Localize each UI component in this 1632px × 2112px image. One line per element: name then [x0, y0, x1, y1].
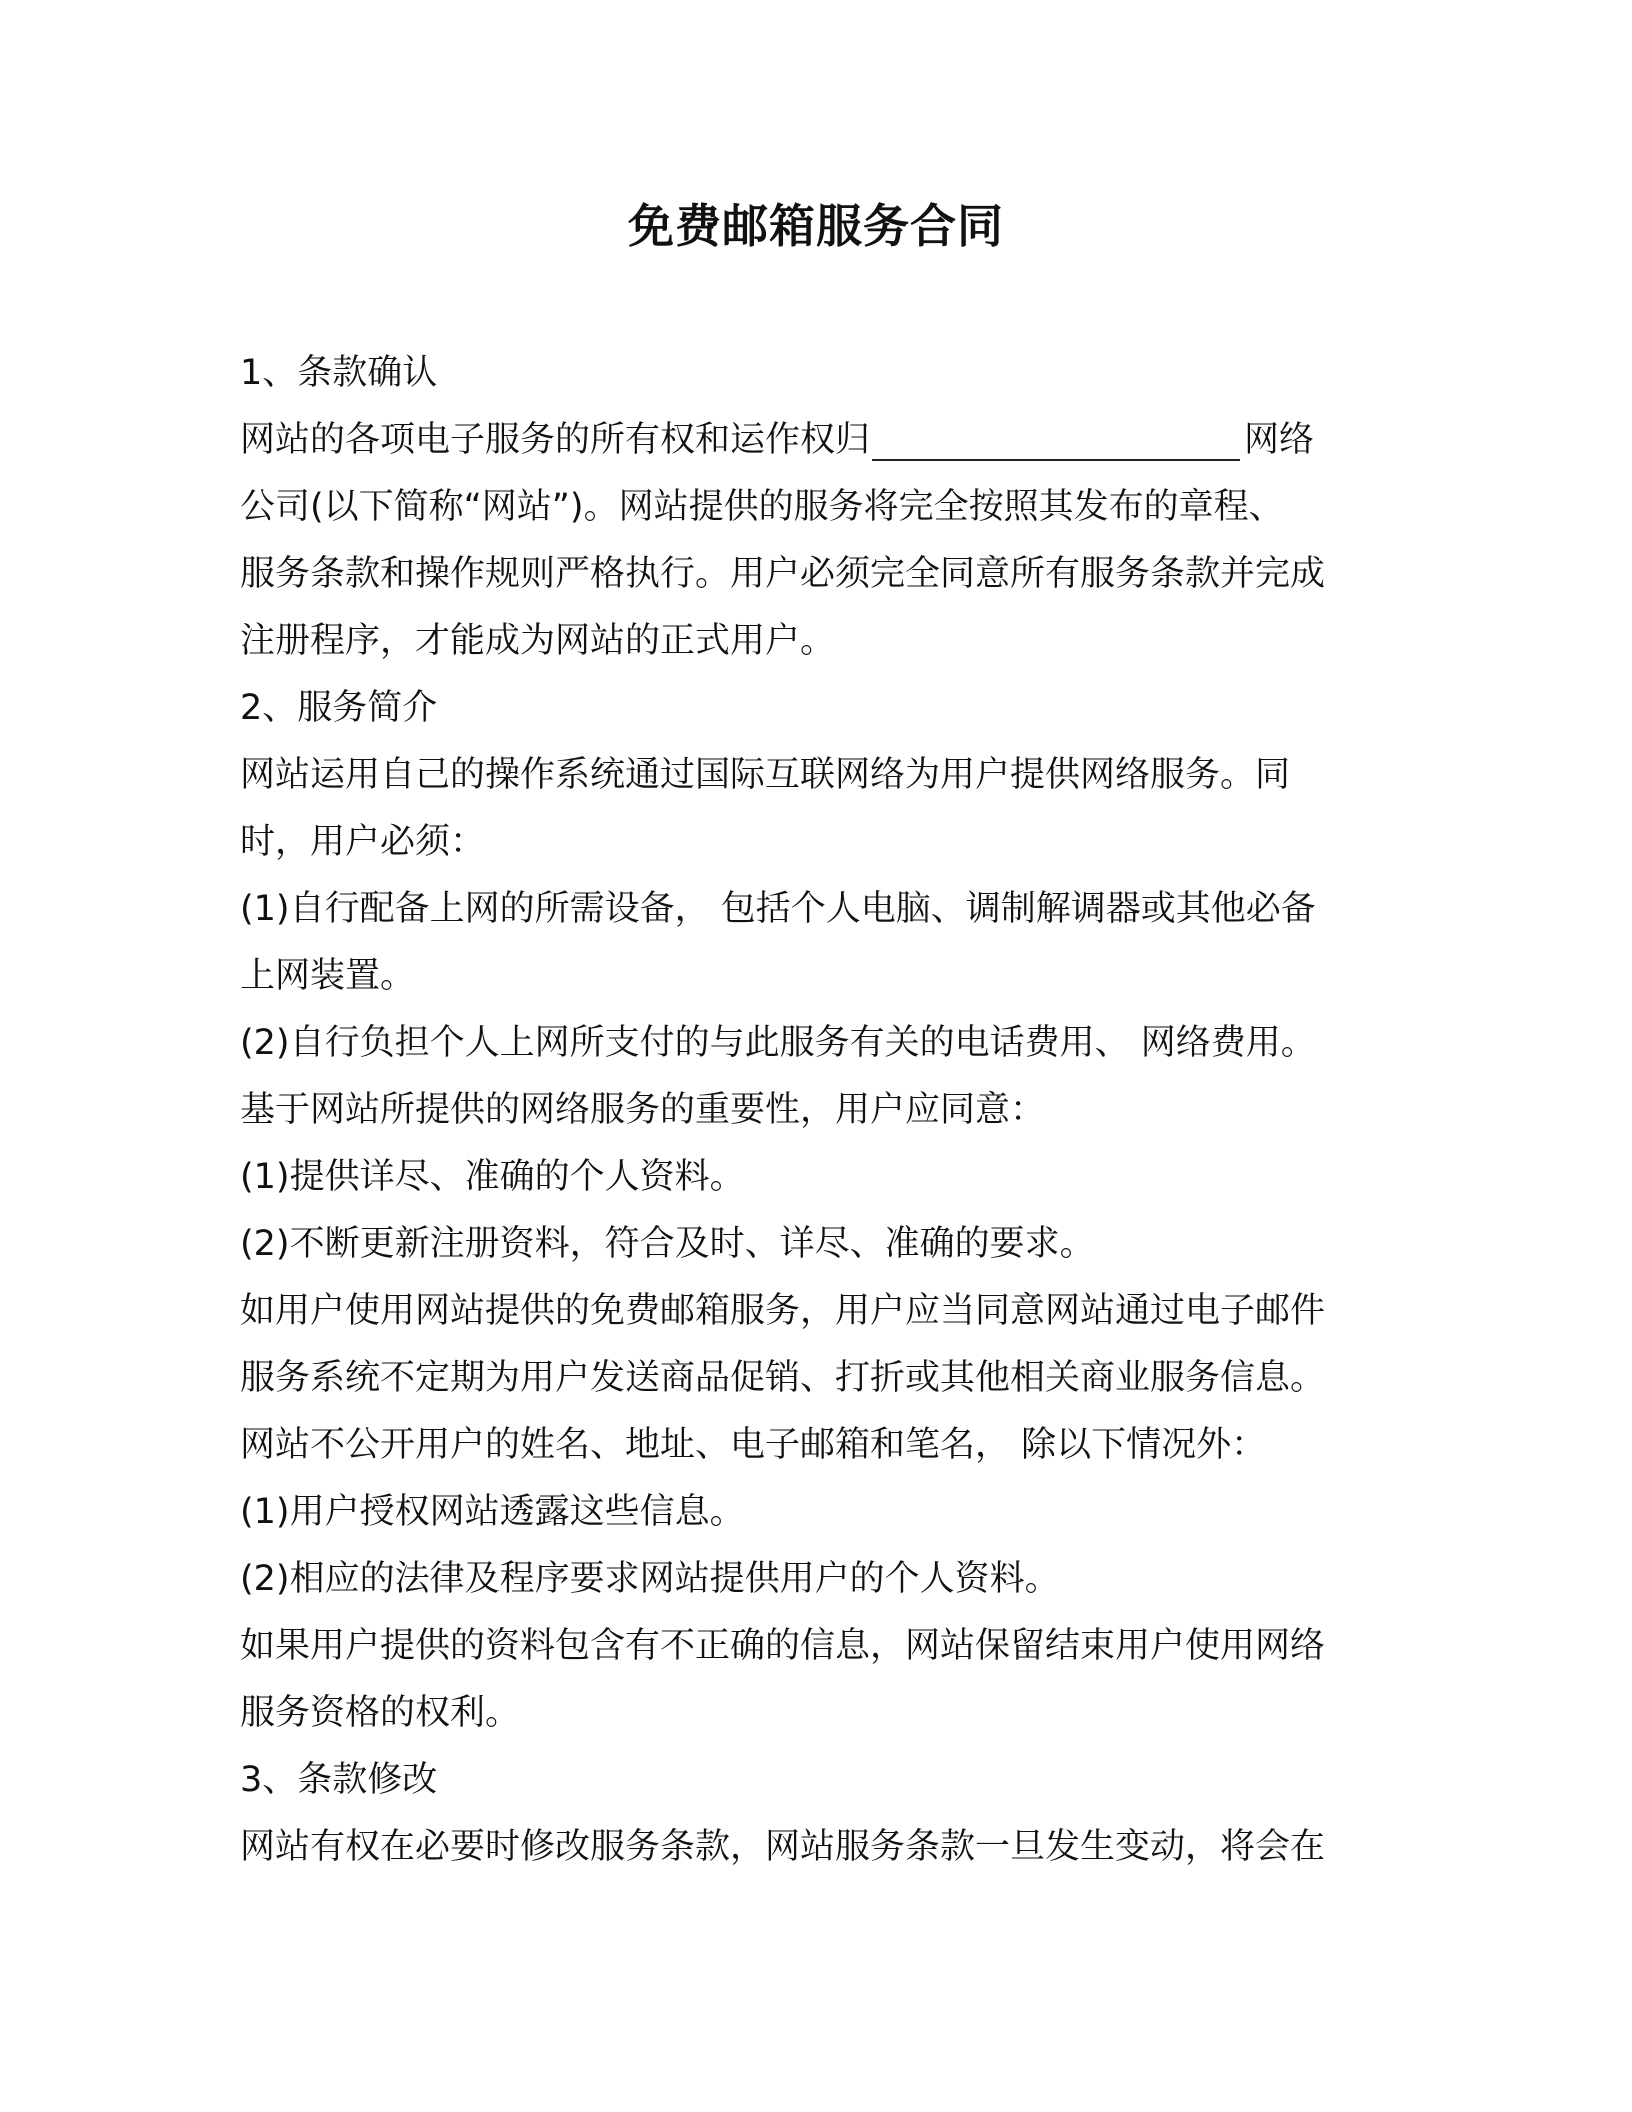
paragraph-line: 服务条款和操作规则严格执行。用户必须完全同意所有服务条款并完成: [240, 554, 1326, 594]
section-heading-3: 3、条款修改: [240, 1760, 438, 1800]
paragraph-line: 公司(以下简称“网站”)。网站提供的服务将完全按照其发布的章程、: [240, 487, 1284, 527]
fill-in-blank[interactable]: [872, 419, 1240, 461]
text-fragment: 网站的各项电子服务的所有权和运作权归: [240, 420, 871, 460]
text-fragment: 网络: [1244, 420, 1315, 460]
list-item-line: (2)自行负担个人上网所支付的与此服务有关的电话费用、 网络费用。: [240, 1023, 1316, 1063]
paragraph-line: 网站有权在必要时修改服务条款，网站服务条款一旦发生变动，将会在: [240, 1827, 1326, 1867]
list-item-line: (2)不断更新注册资料，符合及时、详尽、准确的要求。: [240, 1224, 1095, 1264]
paragraph-line: 网站运用自己的操作系统通过国际互联网络为用户提供网络服务。同: [240, 755, 1291, 795]
paragraph-line: 服务资格的权利。: [240, 1693, 521, 1733]
paragraph-line-with-blank: [240, 407, 1400, 474]
paragraph-line: 注册程序，才能成为网站的正式用户。: [240, 621, 836, 661]
section-heading-2: 2、服务简介: [240, 688, 438, 728]
paragraph-line: 如果用户提供的资料包含有不正确的信息，网站保留结束用户使用网络: [240, 1626, 1326, 1666]
list-item-line: (1)用户授权网站透露这些信息。: [240, 1492, 745, 1532]
list-item-line: (1)自行配备上网的所需设备， 包括个人电脑、调制解调器或其他必备: [240, 889, 1316, 929]
paragraph-line: 基于网站所提供的网络服务的重要性，用户应同意：: [240, 1090, 1046, 1130]
paragraph-line: 服务系统不定期为用户发送商品促销、打折或其他相关商业服务信息。: [240, 1358, 1326, 1398]
paragraph-line: 时，用户必须：: [240, 822, 486, 862]
list-item-line: (1)提供详尽、准确的个人资料。: [240, 1157, 745, 1197]
section-heading-1: 1、条款确认: [240, 353, 438, 393]
list-item-line: 上网装置。: [240, 956, 416, 996]
list-item-line: (2)相应的法律及程序要求网站提供用户的个人资料。: [240, 1559, 1060, 1599]
document-body: [240, 340, 1400, 1881]
paragraph-line: 如用户使用网站提供的免费邮箱服务，用户应当同意网站通过电子邮件: [240, 1291, 1326, 1331]
document-title: 免费邮箱服务合同: [628, 199, 1004, 253]
paragraph-line: 网站不公开用户的姓名、地址、电子邮箱和笔名， 除以下情况外：: [240, 1425, 1267, 1465]
